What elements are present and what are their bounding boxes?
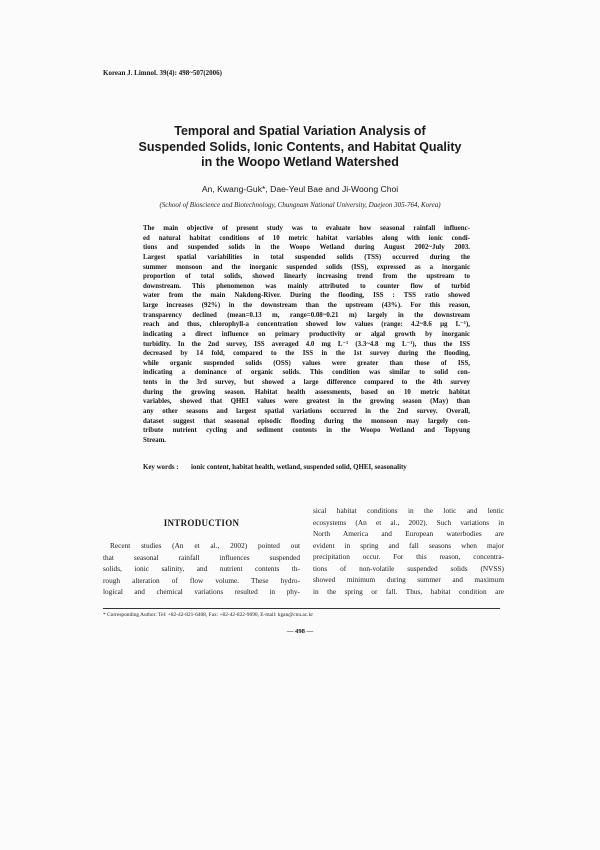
- body-line: evident in spring and fall seasons when major: [313, 540, 504, 550]
- body-line: ecosystems (An et al., 2002). Such variations in: [313, 517, 504, 527]
- abstract-line: downstream. This phenomenon was mainly attributed to counter flow of turbid: [143, 282, 470, 290]
- title-line: Temporal and Spatial Variation Analysis of: [174, 124, 426, 138]
- abstract-line: turbidity. In the 2nd survey, ISS averaged 4.0 mg L⁻¹ (3.3~4.8 mg L⁻¹), thus the ISS: [143, 340, 470, 348]
- section-heading-introduction: INTRODUCTION: [163, 518, 240, 528]
- abstract-line: reach and thus, chlorophyll-a concentration showed low values (range: 4.2~8.6 μg L⁻¹),: [143, 321, 470, 329]
- footnote-divider: [103, 608, 500, 609]
- abstract-line: indicating a direct influence on primary productivity or algal growth by inorganic: [143, 330, 470, 338]
- corresponding-author-footnote: * Corresponding Author: Tel: +82-42-821-6408, Fax: +82-42-822-9690, E-mail: kgan@cnu.ac.kr: [103, 612, 313, 618]
- body-line: showed minimum during summer and maximum: [313, 575, 504, 584]
- authors: An, Kwang-Guk*, Dae-Yeul Bae and Ji-Woong Choi: [201, 184, 399, 194]
- affiliation: (School of Bioscience and Biotechnology, Chungnam National University, Daejeon 305-764, Korea): [159, 201, 441, 209]
- body-line: logical and chemical variations resulted in phy-: [103, 587, 300, 596]
- right-column: [313, 505, 504, 597]
- abstract-line: The main objective of present study was to evaluate how seasonal rainfall influenc-: [143, 225, 470, 232]
- abstract-line: Stream.: [143, 436, 167, 444]
- abstract-line: dataset suggest that seasonal episodic flooding during the monsoon may largely con-: [143, 417, 470, 425]
- abstract-line: tents in the 3rd survey, but showed a large difference compared to the 4th survey: [143, 379, 470, 386]
- abstract-line: water from the main Nakdong-River. During the flooding, ISS : TSS ratio showed: [143, 292, 470, 300]
- body-line: solids, ionic salinity, and nutrient contents th-: [103, 564, 300, 573]
- body-line: that seasonal rainfall influences suspended: [103, 552, 300, 562]
- abstract-line: large increases (92%) in the downstream than the upstream (43%). For this reason,: [143, 302, 470, 309]
- paper-title: [100, 124, 500, 171]
- body-line: sical habitat conditions in the lotic and lentic: [313, 506, 504, 515]
- abstract-line: any other seasons and largest spatial variations occurred in the 2nd survey. Overall,: [143, 407, 470, 415]
- abstract-line: summer monsoon and the inorganic suspended solids (ISS), expressed as a inorganic: [143, 263, 470, 271]
- body-line: precipitation occur. For this reason, concentra-: [313, 552, 504, 561]
- abstract-line: variables, showed that QHEI values were greatest in the growing season (May) than: [143, 398, 470, 406]
- abstract-line: tribute nutrient cycling and sediment contents in the Woopo Wetland and Topyung: [143, 427, 470, 435]
- abstract-line: transparency declined (mean=0.13 m, range=0.08~0.21 m) largely in the downstream: [143, 311, 470, 319]
- abstract-line: indicating a dominance of organic solids. This condition was similar to solid con-: [143, 369, 470, 377]
- body-line: tions of non-volatile suspended solids (NVSS): [313, 563, 504, 573]
- abstract-line: during the growing season. Habitat health assessments, based on 10 metric habitat: [143, 388, 470, 396]
- abstract-line: proportion of total solids, showed linearly increasing trend from the upstream to: [143, 273, 470, 281]
- abstract-line: ed natural habitat conditions of 10 metric habitat variables along with ionic condi-: [143, 234, 470, 242]
- body-line: in the spring or fall. Thus, habitat condition are: [313, 586, 504, 596]
- body-line: North America and European waterbodies are: [313, 529, 504, 538]
- left-column: [103, 517, 300, 598]
- abstract-line: Largest spatial variabilities in total suspended solids (TSS) occurred during the: [143, 253, 470, 261]
- body-line: rough alteration of flow volume. These hydro-: [103, 575, 300, 585]
- title-line: in the Woopo Wetland Watershed: [201, 155, 399, 169]
- abstract: [143, 224, 470, 445]
- abstract-line: decreased by 14 fold, compared to the ISS in the 1st survey during the flooding,: [143, 350, 470, 358]
- title-line: Suspended Solids, Ionic Contents, and Habitat Quality: [138, 139, 462, 154]
- abstract-line: while organic suspended solids (OSS) values were greater than those of ISS,: [143, 359, 470, 367]
- body-line: Recent studies (An et al., 2002) pointed out: [110, 541, 300, 550]
- page-number: — 498 —: [286, 628, 314, 635]
- keywords-label: Key words :: [143, 464, 179, 471]
- keywords-text: ionic content, habitat health, wetland, suspended solid, QHEI, seasonality: [191, 464, 407, 471]
- journal-reference: Korean J. Limnol. 39(4): 498~507(2006): [103, 69, 223, 77]
- abstract-line: tions and suspended solids in the Woopo Wetland during August 2002~July 2003.: [143, 244, 470, 252]
